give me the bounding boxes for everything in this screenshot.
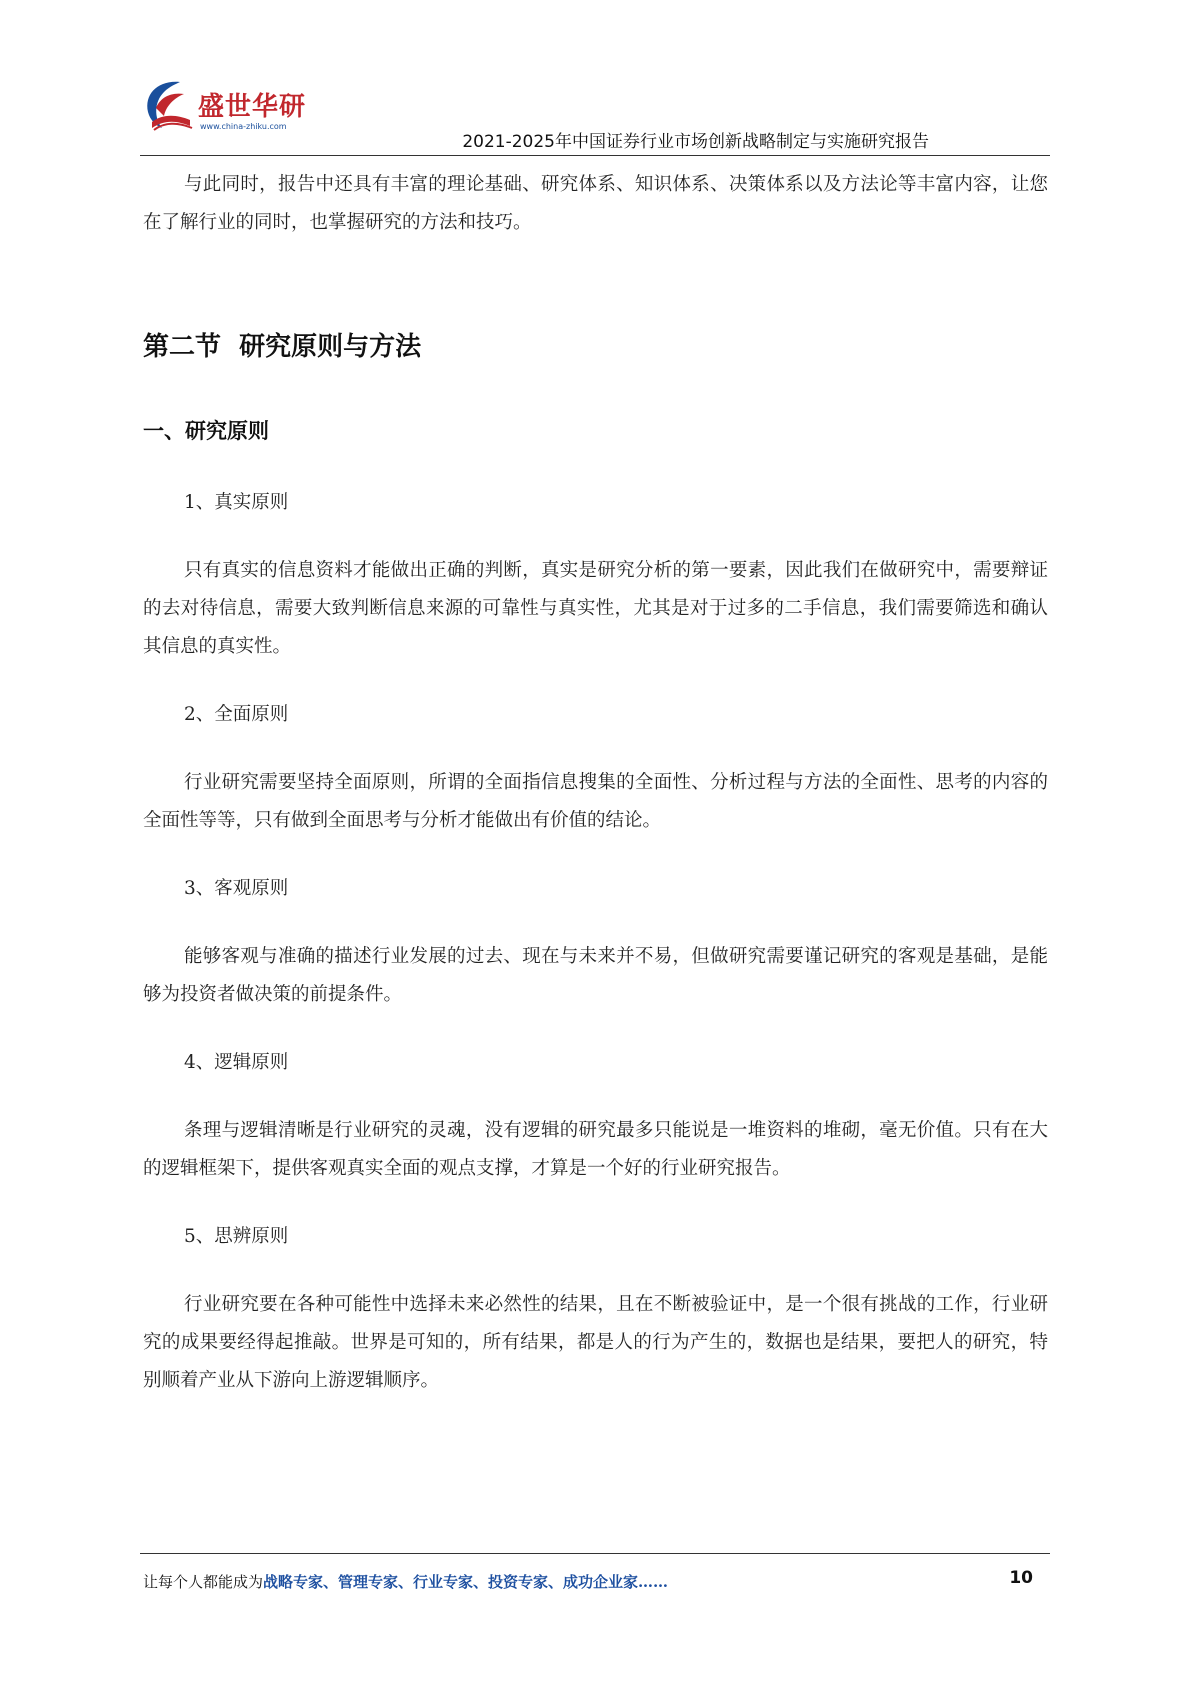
report-title: 2021-2025年中国证券行业市场创新战略制定与实施研究报告 — [462, 132, 929, 152]
page-number: 10 — [1009, 1568, 1033, 1588]
footer-slogan-highlight: 战略专家、管理专家、行业专家、投资专家、成功企业家…… — [263, 1573, 669, 1591]
logo-text: 盛世华研 — [198, 92, 307, 122]
principle-heading: 2、全面原则 — [184, 704, 289, 725]
intro-paragraph: 与此同时，报告中还具有丰富的理论基础、研究体系、知识体系、决策体系以及方法论等丰富内容，让您在了解行业的同时，也掌握研究的方法和技巧。 — [143, 174, 1048, 233]
principle-heading: 5、思辨原则 — [184, 1226, 289, 1247]
subsection-title: 一、研究原则 — [143, 419, 269, 443]
logo-url: www.china-zhiku.com — [200, 122, 287, 131]
logo-emblem-icon — [140, 78, 202, 134]
main-content — [143, 166, 1048, 1400]
principle-text: 行业研究需要坚持全面原则，所谓的全面指信息搜集的全面性、分析过程与方法的全面性、思考的内容的全面性等等，只有做到全面思考与分析才能做出有价值的结论。 — [143, 772, 1048, 831]
company-logo — [140, 78, 310, 150]
principle-text: 行业研究要在各种可能性中选择未来必然性的结果，且在不断被验证中，是一个很有挑战的工作，行业研究的成果要经得起推敲。世界是可知的，所有结果，都是人的行为产生的，数据也是结果，要把人的研究，特别顺着产业从下游向上游逻辑顺序。 — [143, 1294, 1048, 1391]
principle-heading: 3、客观原则 — [184, 878, 289, 899]
section-title: 第二节 研究原则与方法 — [143, 332, 422, 362]
principle-text: 只有真实的信息资料才能做出正确的判断，真实是研究分析的第一要素，因此我们在做研究中，需要辩证的去对待信息，需要大致判断信息来源的可靠性与真实性，尤其是对于过多的二手信息，我们需要筛选和确认其信息的真实性。 — [143, 560, 1048, 657]
footer-slogan — [143, 1571, 668, 1592]
footer-slogan-prefix: 让每个人都能成为 — [143, 1573, 264, 1591]
principle-heading: 1、真实原则 — [184, 492, 289, 513]
principle-text: 条理与逻辑清晰是行业研究的灵魂，没有逻辑的研究最多只能说是一堆资料的堆砌，毫无价值。只有在大的逻辑框架下，提供客观真实全面的观点支撑，才算是一个好的行业研究报告。 — [143, 1120, 1048, 1179]
principle-heading: 4、逻辑原则 — [184, 1052, 289, 1073]
header-divider — [140, 155, 1050, 156]
footer-divider — [140, 1553, 1050, 1554]
principle-text: 能够客观与准确的描述行业发展的过去、现在与未来并不易，但做研究需要谨记研究的客观是基础，是能够为投资者做决策的前提条件。 — [143, 946, 1048, 1005]
